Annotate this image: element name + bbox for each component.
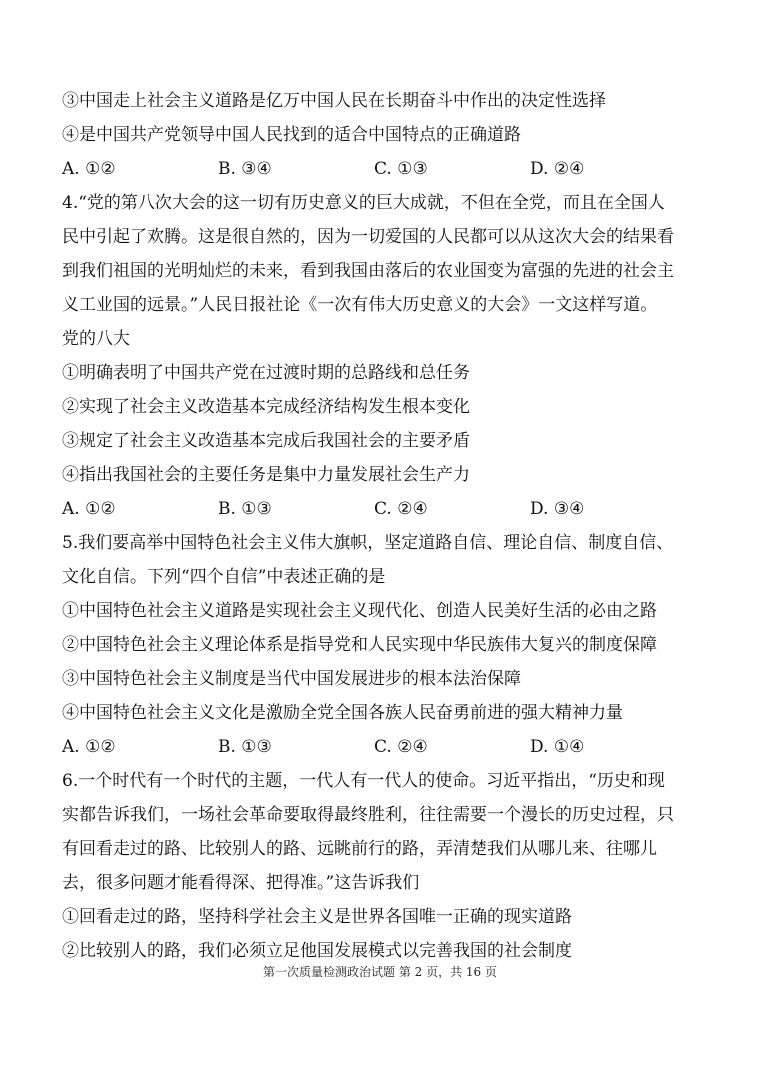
q6-item: ①回看走过的路，坚持科学社会主义是世界各国唯一正确的现实道路 bbox=[62, 907, 572, 927]
q5-options bbox=[62, 730, 702, 764]
option-a: A. ①② bbox=[62, 737, 116, 757]
option-a: A. ①② bbox=[62, 159, 116, 179]
q4-item: ④指出我国社会的主要任务是集中力量发展社会生产力 bbox=[62, 465, 470, 485]
option-c: C. ①③ bbox=[374, 159, 428, 179]
top-options bbox=[62, 152, 702, 186]
q5-item: ④中国特色社会主义文化是激励全党全国各族人民奋勇前进的强大精神力量 bbox=[62, 703, 623, 723]
option-a: A. ①② bbox=[62, 499, 116, 519]
top-item-3: ③中国走上社会主义道路是亿万中国人民在长期奋斗中作出的决定性选择 bbox=[62, 91, 606, 111]
q6-stem-line: 6.一个时代有一个时代的主题，一代人有一代人的使命。习近平指出，“历史和现 bbox=[62, 771, 665, 791]
q4-item: ①明确表明了中国共产党在过渡时期的总路线和总任务 bbox=[62, 363, 470, 383]
q4-stem-line: 党的八大 bbox=[62, 329, 130, 349]
q4-stem-line: 民中引起了欢腾。这是很自然的，因为一切爱国的人民都可以从这次大会的结果看 bbox=[62, 227, 674, 247]
q6-stem-line: 去，很多问题才能看得深、把得准。”这告诉我们 bbox=[62, 873, 420, 893]
q5-stem-line: 文化自信。下列“四个自信”中表述正确的是 bbox=[62, 567, 386, 587]
option-c: C. ②④ bbox=[374, 737, 428, 757]
option-d: D. ③④ bbox=[530, 499, 585, 519]
page-footer: 第一次质量检测政治试题 第 2 页，共 16 页 bbox=[263, 965, 497, 979]
option-b: B. ③④ bbox=[218, 159, 272, 179]
top-item-4: ④是中国共产党领导中国人民找到的适合中国特点的正确道路 bbox=[62, 125, 521, 145]
q6-item: ②比较别人的路，我们必须立足他国发展模式以完善我国的社会制度 bbox=[62, 941, 572, 961]
q4-stem-line: 义工业国的远景。”人民日报社论《一次有伟大历史意义的大会》一文这样写道。 bbox=[62, 295, 658, 315]
option-d: D. ②④ bbox=[530, 159, 585, 179]
page-content bbox=[62, 84, 702, 968]
q4-options bbox=[62, 492, 702, 526]
q5-stem-line: 5.我们要高举中国特色社会主义伟大旗帜，坚定道路自信、理论自信、制度自信、 bbox=[62, 533, 674, 553]
q4-stem-line: 4.“党的第八次大会的这一切有历史意义的巨大成就，不但在全党，而且在全国人 bbox=[62, 193, 665, 213]
q6-stem-line: 有回看走过的路、比较别人的路、远眺前行的路，弄清楚我们从哪儿来、往哪儿 bbox=[62, 839, 657, 859]
option-d: D. ①④ bbox=[530, 737, 585, 757]
q5-item: ①中国特色社会主义道路是实现社会主义现代化、创造人民美好生活的必由之路 bbox=[62, 601, 657, 621]
option-b: B. ①③ bbox=[218, 737, 272, 757]
option-b: B. ①③ bbox=[218, 499, 272, 519]
option-c: C. ②④ bbox=[374, 499, 428, 519]
q5-item: ③中国特色社会主义制度是当代中国发展进步的根本法治保障 bbox=[62, 669, 521, 689]
q4-item: ②实现了社会主义改造基本完成经济结构发生根本变化 bbox=[62, 397, 470, 417]
q6-stem-line: 实都告诉我们，一场社会革命要取得最终胜利，往往需要一个漫长的历史过程，只 bbox=[62, 805, 674, 825]
q4-stem-line: 到我们祖国的光明灿烂的未来，看到我国由落后的农业国变为富强的先进的社会主 bbox=[62, 261, 674, 281]
q5-item: ②中国特色社会主义理论体系是指导党和人民实现中华民族伟大复兴的制度保障 bbox=[62, 635, 657, 655]
q4-item: ③规定了社会主义改造基本完成后我国社会的主要矛盾 bbox=[62, 431, 470, 451]
